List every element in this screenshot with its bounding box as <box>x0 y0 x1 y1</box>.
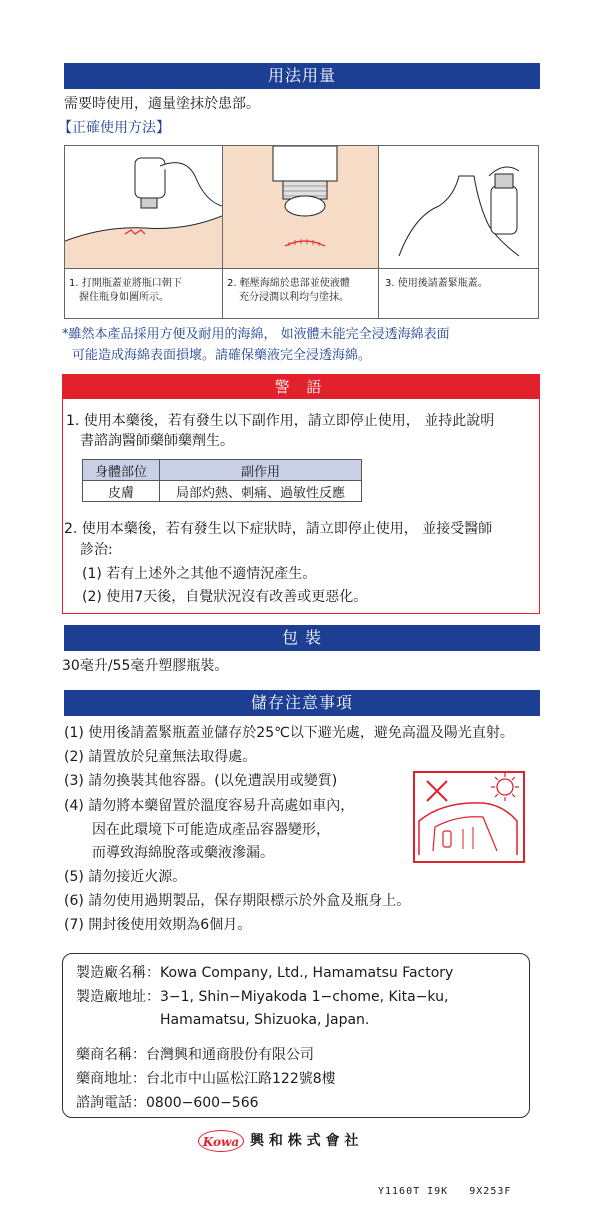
warning-item1-line2: 書諮詢醫師藥師藥劑生。 <box>80 433 234 449</box>
manufacturer-name-value: Kowa Company, Ltd., Hamamatsu Factory <box>160 965 454 981</box>
agent-address: 藥商地址：台北市中山區松江路122號8樓 <box>76 1071 336 1087</box>
storage-header: 儲存注意事項 <box>64 690 540 716</box>
step3-caption: 3. 使用後請蓋緊瓶蓋。 <box>385 278 488 289</box>
storage-item-1: (1) 使用後請蓋緊瓶蓋並儲存於25℃以下避光處，避免高溫及陽光直射。 <box>64 725 514 741</box>
agent-phone: 諮詢電話：0800−600−566 <box>76 1095 259 1111</box>
step1-illustration <box>65 146 222 268</box>
package-header: 包 裝 <box>64 625 540 651</box>
table-cell-part: 皮膚 <box>83 481 160 502</box>
storage-item-4-line2: 因在此環境下可能造成產品容器變形， <box>92 822 330 838</box>
usage-illustrations <box>64 145 539 319</box>
footer-code: Y1160T I9K 9X253F <box>378 1186 512 1197</box>
storage-item-4-line1: (4) 請勿將本藥留置於溫度容易升高處如車內， <box>64 798 355 814</box>
warning-item1-line1: 1. 使用本藥後，若有發生以下副作用，請立即停止使用， 並持此說明 <box>66 413 495 429</box>
agent-name: 藥商名稱：台灣興和通商股份有限公司 <box>76 1047 314 1063</box>
step2-caption: 2. 輕壓海綿於患部並使液體 充分浸潤以利均勻塗抹。 <box>227 278 350 303</box>
manufacturer-name-label: 製造廠名稱： <box>76 965 160 981</box>
step2-illustration <box>223 146 378 268</box>
manufacturer-name <box>76 963 453 983</box>
storage-item-5: (5) 請勿接近火源。 <box>64 869 187 885</box>
no-car-storage-icon <box>413 771 525 863</box>
table-row <box>83 481 362 502</box>
manufacturer-addr-value: 3−1, Shin−Miyakoda 1−chome, Kita−ku, <box>160 989 449 1005</box>
manufacturer-address <box>76 987 448 1007</box>
manufacturer-addr-label: 製造廠地址： <box>76 989 160 1005</box>
table-header-effect: 副作用 <box>160 460 362 481</box>
usage-header: 用法用量 <box>64 63 540 89</box>
warning-sub2: (2) 使用7天後，自覺狀況沒有改善或更惡化。 <box>82 589 368 605</box>
usage-note-line1: *雖然本產品採用方便及耐用的海綿， 如液體未能完全浸透海綿表面 <box>62 327 450 342</box>
storage-item-2: (2) 請置放於兒童無法取得處。 <box>64 749 257 765</box>
storage-item-6: (6) 請勿使用過期製品，保存期限標示於外盒及瓶身上。 <box>64 893 411 909</box>
kowa-logo <box>198 1130 244 1152</box>
manufacturer-address-line2: Hamamatsu, Shizuoka, Japan. <box>160 1012 370 1028</box>
warning-item2-line2: 診治: <box>80 542 113 558</box>
usage-note-line2: 可能造成海綿表面損壞。請確保藥液完全浸透海綿。 <box>72 348 372 363</box>
warning-sub1: (1) 若有上述外之其他不適情況產生。 <box>82 566 317 582</box>
package-text: 30毫升/55毫升塑膠瓶裝。 <box>62 658 229 674</box>
storage-item-7: (7) 開封後使用效期為6個月。 <box>64 917 252 933</box>
company-name: 興 和 株 式 會 社 <box>250 1133 359 1149</box>
step3-illustration <box>379 146 539 268</box>
warning-header: 警 語 <box>63 375 539 399</box>
side-effects-table <box>82 459 362 502</box>
storage-item-4-line3: 而導致海綿脫落或藥液滲漏。 <box>92 845 274 861</box>
table-header-part: 身體部位 <box>83 460 160 481</box>
warning-item2-line1: 2. 使用本藥後，若有發生以下症狀時，請立即停止使用， 並接受醫師 <box>64 521 493 537</box>
usage-intro: 需要時使用，適量塗抹於患部。 <box>64 96 260 112</box>
kowa-logo-text: Kowa <box>202 1135 240 1149</box>
storage-item-3: (3) 請勿換裝其他容器。(以免遭誤用或變質) <box>64 773 338 789</box>
table-cell-effect: 局部灼熱、刺痛、過敏性反應 <box>160 481 362 502</box>
method-title: 【正確使用方法】 <box>58 120 170 136</box>
step1-caption: 1. 打開瓶蓋並將瓶口朝下 握住瓶身如圖所示。 <box>69 278 182 303</box>
